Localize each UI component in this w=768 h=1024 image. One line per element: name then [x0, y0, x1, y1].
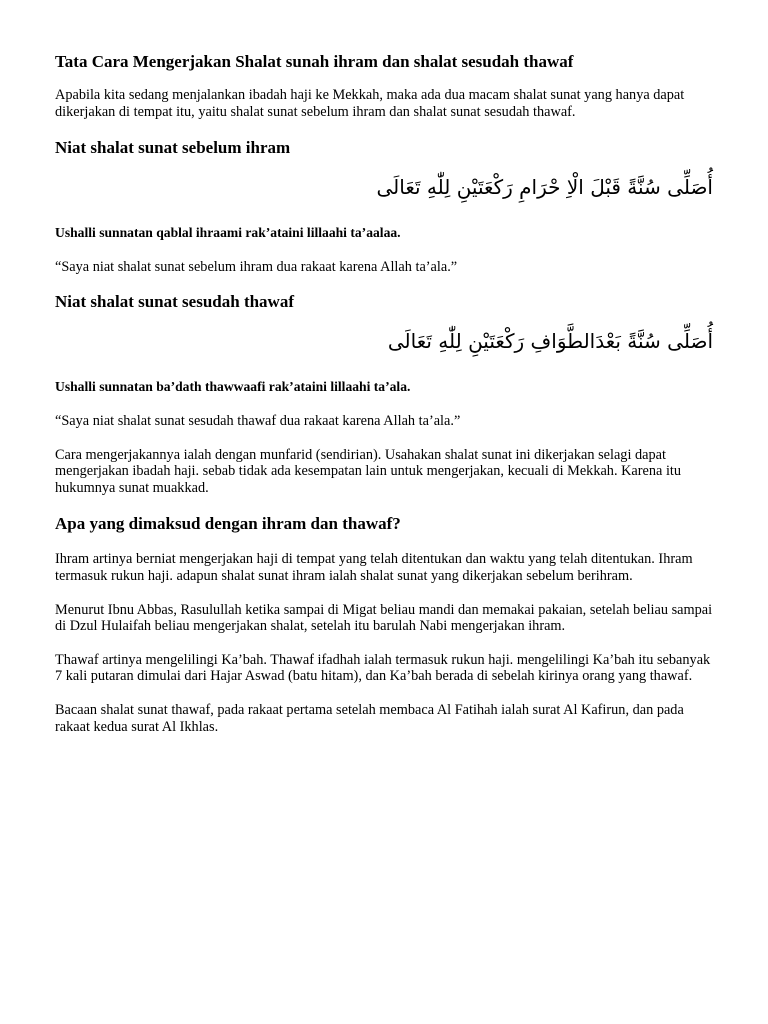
thawaf-recitation-paragraph: Bacaan shalat sunat thawaf, pada rakaat pertama setelah membaca Al Fatihah ialah surat Al Kafirun, dan pada rakaat kedua surat Al Ikhlas. — [55, 701, 684, 735]
ibnu-abbas-paragraph: Menurut Ibnu Abbas, Rasulullah ketika sampai di Migat beliau mandi dan memakai pakaian, setelah beliau sampai di Dzul Hulaifah beliau mengerjakan shalat, setelah itu barulah Nabi mengerjakan ihram. — [55, 601, 713, 635]
translation-before-ihram: “Saya niat shalat sunat sebelum ihram dua rakaat karena Allah ta’ala.” — [55, 258, 458, 275]
transliteration-after-thawaf: Ushalli sunnatan ba’dath thawwaafi rak’ataini lillaahi ta’ala. — [55, 379, 411, 395]
intro-paragraph: Apabila kita sedang menjalankan ibadah haji ke Mekkah, maka ada dua macam shalat sunat yang hanya dapat dikerjakan di tempat itu, yaitu shalat sunat sebelum ihram dan shalat sunat sesudah thawaf. — [55, 87, 685, 120]
document-title: Tata Cara Mengerjakan Shalat sunah ihram dan shalat sesudah thawaf — [55, 52, 574, 71]
translation-after-thawaf: “Saya niat shalat sunat sesudah thawaf dua rakaat karena Allah ta’ala.” — [55, 412, 461, 429]
transliteration-before-ihram: Ushalli sunnatan qablal ihraami rak’ataini lillaahi ta’aalaa. — [55, 225, 401, 241]
practice-note-paragraph: Cara mengerjakannya ialah dengan munfarid (sendirian). Usahakan shalat sunat ini dikerjakan selagi dapat mengerjakan ibadah haji. sebab tidak ada kesempatan lain untuk mengerjakan, kecuali di Mekkah. Karena itu hukumnya sunat muakkad. — [55, 446, 682, 496]
section-heading-after-thawaf: Niat shalat sunat sesudah thawaf — [55, 292, 294, 312]
document-page — [55, 52, 715, 735]
section-heading-before-ihram: Niat shalat sunat sebelum ihram — [55, 138, 291, 158]
thawaf-definition-paragraph: Thawaf artinya mengelilingi Ka’bah. Thawaf ifadhah ialah termasuk rukun haji. mengelilingi Ka’bah itu sebanyak 7 kali putaran dimulai dari Hajar Aswad (batu hitam), dan Ka’bah berada di sebelah kirinya orang yang thawaf. — [55, 651, 711, 685]
ihram-definition-paragraph: Ihram artinya berniat mengerjakan haji di tempat yang telah ditentukan dan waktu yang telah ditentukan. Ihram termasuk rukun haji. adapun shalat sunat ihram ialah shalat sunat yang dikerjakan sebelum berihram. — [55, 551, 693, 584]
section-heading-definitions: Apa yang dimaksud dengan ihram dan thawaf? — [55, 514, 401, 534]
arabic-intention-after-thawaf: أُصَلِّى سُنَّةً بَعْدَالطَّوَافِ رَكْعَتَيْنِ لِلّٰهِ تَعَالَى — [387, 329, 713, 354]
arabic-intention-before-ihram: أُصَلِّى سُنَّةً قَبْلَ الْاِ حْرَامِ رَكْعَتَيْنِ لِلّٰهِ تَعَالَى — [376, 175, 713, 200]
